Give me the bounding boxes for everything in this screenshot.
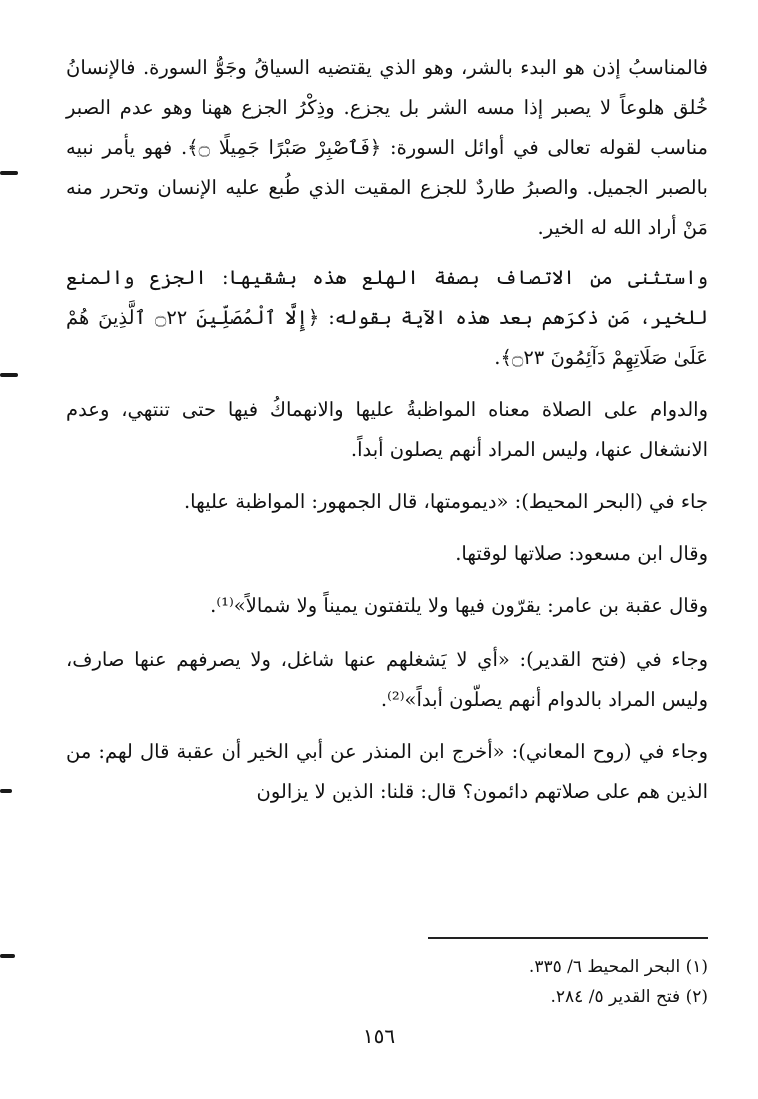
paragraph-8: وجاء في (روح المعاني): «أخرج ابن المنذر عن أبي الخير أن عقبة قال لهم: من الذين هم على صلاتهم دائمون؟ قال: قلنا: الذين لا يزالون <box>66 740 708 803</box>
main-text <box>66 48 708 812</box>
paragraph-1: فالمناسبُ إذن هو البدء بالشر، وهو الذي يقتضيه السياقُ وجَوُّ السورة. فالإنسانُ خُلق هلوعاً لا يصبر إذا مسه الشر بل يجزع. وذِكْرُ الجزع ههنا وهو عدم الصبر مناسب لقوله تعالى في أوائل السورة: ﴿فَٱصْبِرْ صَبْرًا جَمِيلًا ۝﴾. فهو يأمر نبيه بالصبر الجميل. والصبرُ طاردٌ للجزع المقيت الذي طُبع عليه الإنسان وتحرر منه مَنْ أراد الله له الخير. <box>66 56 709 239</box>
paragraph-5: وقال ابن مسعود: صلاتها لوقتها. <box>455 542 708 565</box>
binding-mark <box>0 171 18 175</box>
paragraph-7: وجاء في (فتح القدير): «أي لا يَشغلهم عنها شاغل، ولا يصرفهم عنها صارف، وليس المراد بالدوام أنهم يصلّون أبداً»⁽²⁾. <box>66 648 708 711</box>
page-number: ١٥٦ <box>362 1024 396 1048</box>
paragraph-2: واستثنى من الاتصاف بصفة الهلع هذه بشقيها: الجزع والمنع للخير، مَن ذكرَهم بعد هذه الآية بقوله: ﴿إِلَّا ٱلْمُصَلِّينَ ۝٢٢ ٱلَّذِينَ هُمْ عَلَىٰ صَلَاتِهِمْ دَآئِمُونَ ۝٢٣﴾. <box>66 266 708 369</box>
binding-mark <box>0 954 15 958</box>
footnote-1: (١) البحر المحيط ٦/ ٣٣٥. <box>528 957 708 977</box>
paragraph-6: وقال عقبة بن عامر: يقرّون فيها ولا يلتفتون يميناً ولا شمالاً»⁽¹⁾. <box>210 594 708 617</box>
binding-mark <box>0 373 18 377</box>
footnote-2: (٢) فتح القدير ٥/ ٢٨٤. <box>550 987 708 1007</box>
binding-mark <box>0 789 12 793</box>
paragraph-3: والدوام على الصلاة معناه المواظبةُ عليها والانهماكُ فيها حتى تنتهي، وعدم الانشغال عنها، وليس المراد أنهم يصلون أبداً. <box>66 398 708 461</box>
paragraph-4: جاء في (البحر المحيط): «ديمومتها، قال الجمهور: المواظبة عليها. <box>183 490 708 513</box>
footnotes <box>400 952 708 1012</box>
footnote-separator <box>428 937 708 939</box>
